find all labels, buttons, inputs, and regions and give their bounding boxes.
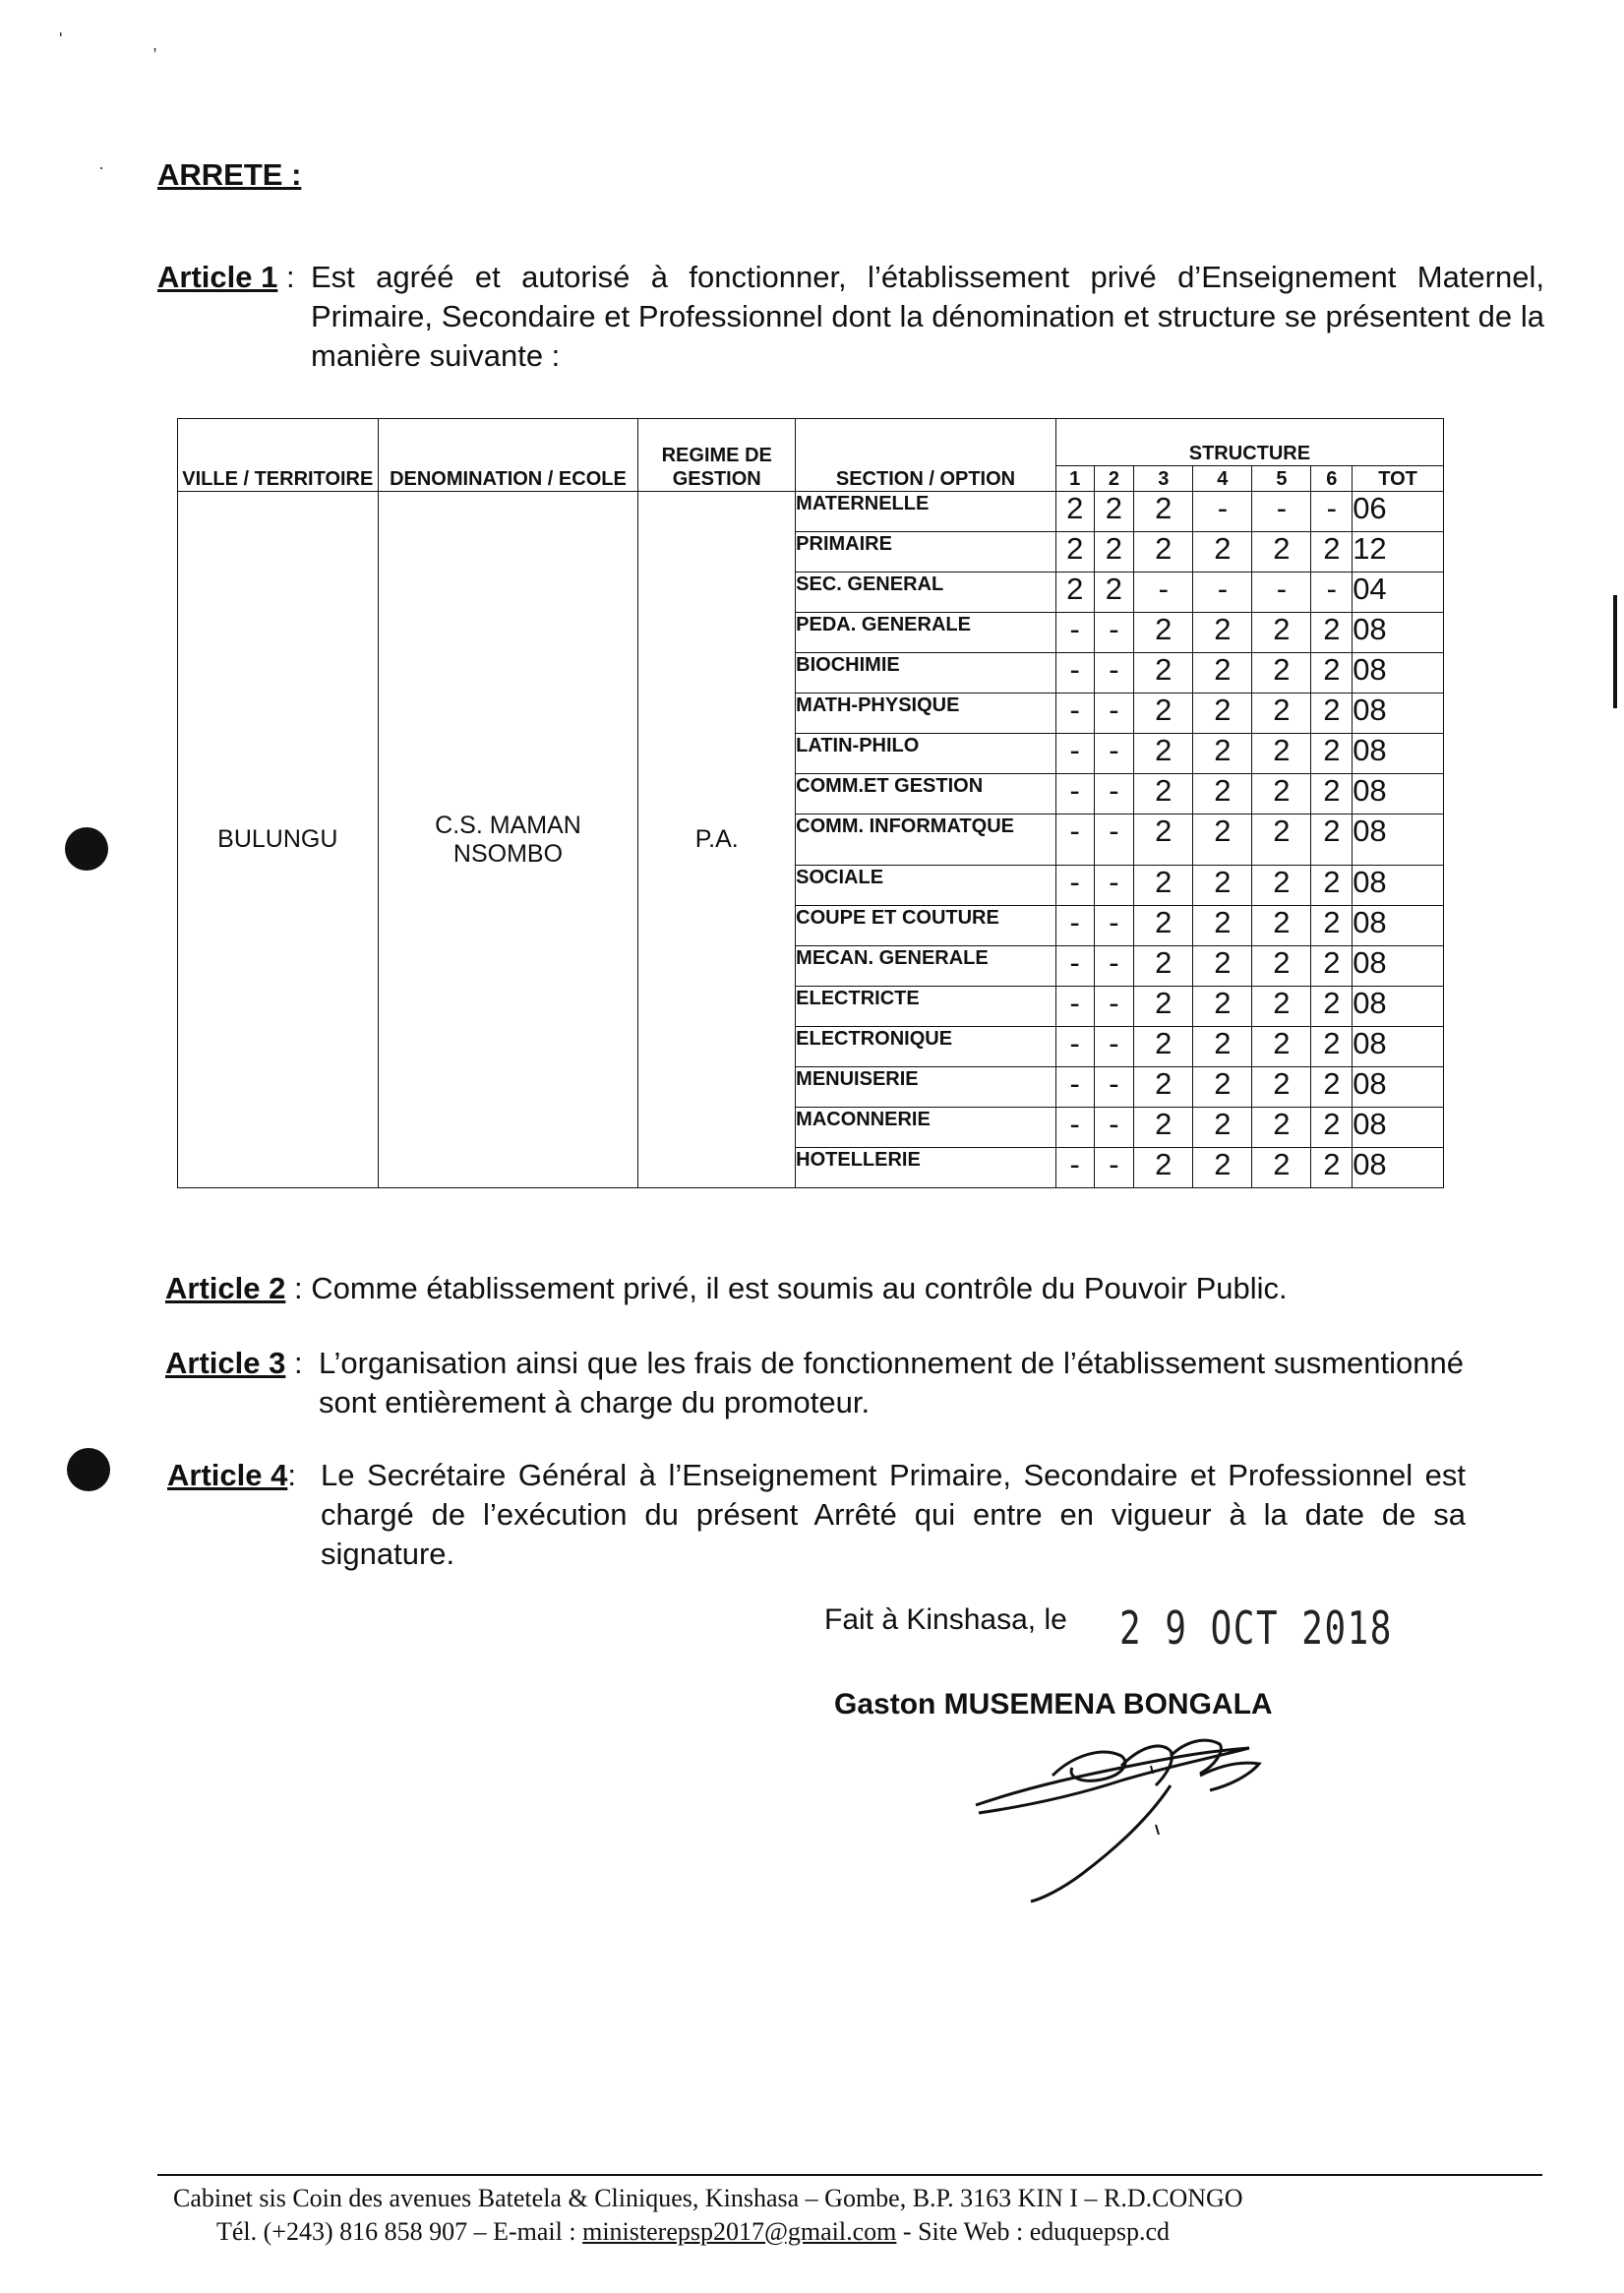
footer-contact [216, 2217, 1170, 2247]
total-cell: 08 [1353, 774, 1444, 815]
year-cell: 2 [1311, 1108, 1353, 1148]
year-cell: 2 [1193, 1027, 1252, 1067]
year-cell: 2 [1252, 613, 1311, 653]
total-cell: 08 [1353, 906, 1444, 946]
year-cell: 2 [1134, 613, 1193, 653]
total-cell: 08 [1353, 1027, 1444, 1067]
year-cell: 2 [1134, 694, 1193, 734]
scan-edge-mark [1613, 595, 1617, 708]
header-regime: REGIME DE GESTION [638, 419, 796, 492]
year-cell: 2 [1134, 492, 1193, 532]
footer-website: - Site Web : eduquepsp.cd [896, 2217, 1171, 2246]
year-cell: 2 [1193, 815, 1252, 866]
school-structure-table [177, 418, 1444, 1188]
signer-name: Gaston MUSEMENA BONGALA [834, 1688, 1273, 1720]
year-cell: 2 [1134, 1148, 1193, 1188]
year-cell: 2 [1311, 906, 1353, 946]
year-cell: - [1094, 613, 1134, 653]
total-cell: 04 [1353, 573, 1444, 613]
scan-speck: ' [59, 30, 63, 49]
year-cell: 2 [1311, 1027, 1353, 1067]
year-cell: - [1094, 906, 1134, 946]
article-4 [167, 1456, 1466, 1574]
year-cell: 2 [1311, 1067, 1353, 1108]
footer-address: Cabinet sis Coin des avenues Batetela & Cliniques, Kinshasa – Gombe, B.P. 3163 KIN I – R.D.CONGO [173, 2184, 1243, 2212]
section-option-cell: ELECTRONIQUE [796, 1027, 1056, 1067]
year-cell: - [1055, 1108, 1094, 1148]
article-label: Article 3 [165, 1346, 286, 1380]
decree-heading: ARRETE : [157, 157, 302, 192]
year-cell: 2 [1252, 1067, 1311, 1108]
year-cell: 2 [1252, 906, 1311, 946]
article-text: L’organisation ainsi que les frais de fonctionnement de l’établissement susmentionné sont entièrement à charge du promoteur. [319, 1346, 1464, 1419]
total-cell: 08 [1353, 946, 1444, 987]
section-option-cell: MATERNELLE [796, 492, 1056, 532]
year-cell: 2 [1134, 734, 1193, 774]
year-cell: - [1094, 1067, 1134, 1108]
year-cell: 2 [1055, 532, 1094, 573]
section-option-cell: MENUISERIE [796, 1067, 1056, 1108]
year-cell: 2 [1094, 492, 1134, 532]
year-cell: 2 [1252, 1027, 1311, 1067]
total-cell: 08 [1353, 1067, 1444, 1108]
total-cell: 08 [1353, 987, 1444, 1027]
year-cell: 2 [1252, 734, 1311, 774]
article-separator: : [285, 1346, 303, 1380]
total-cell: 08 [1353, 694, 1444, 734]
year-cell: 2 [1252, 694, 1311, 734]
total-cell: 08 [1353, 1148, 1444, 1188]
year-cell: 2 [1134, 1027, 1193, 1067]
year-cell: 2 [1311, 653, 1353, 694]
section-option-cell: MACONNERIE [796, 1108, 1056, 1148]
article-separator: : [277, 260, 304, 294]
article-2 [165, 1269, 1474, 1308]
year-cell: 2 [1193, 987, 1252, 1027]
year-cell: - [1094, 694, 1134, 734]
table-row [178, 492, 1444, 532]
year-cell: - [1094, 1148, 1134, 1188]
year-cell: 2 [1311, 734, 1353, 774]
year-cell: 2 [1311, 532, 1353, 573]
year-cell: - [1094, 774, 1134, 815]
year-cell: - [1134, 573, 1193, 613]
year-cell: - [1094, 815, 1134, 866]
year-cell: 2 [1311, 866, 1353, 906]
year-cell: 2 [1252, 866, 1311, 906]
section-option-cell: LATIN-PHILO [796, 734, 1056, 774]
year-cell: - [1055, 815, 1094, 866]
year-cell: 2 [1193, 906, 1252, 946]
year-cell: - [1055, 1148, 1094, 1188]
year-cell: 2 [1134, 774, 1193, 815]
section-option-cell: SOCIALE [796, 866, 1056, 906]
article-text: Est agréé et autorisé à fonctionner, l’établissement privé d’Enseignement Maternel, Primaire, Secondaire et Professionnel dont la dénomination et structure se présentent de la manière suivante : [311, 260, 1544, 373]
year-cell: 2 [1134, 866, 1193, 906]
year-cell: 2 [1055, 492, 1094, 532]
year-cell: - [1311, 492, 1353, 532]
year-cell: 2 [1193, 1067, 1252, 1108]
section-option-cell: MECAN. GENERALE [796, 946, 1056, 987]
article-3 [165, 1344, 1464, 1422]
year-cell: 2 [1134, 1067, 1193, 1108]
signing-place: Fait à Kinshasa, le [824, 1603, 1067, 1636]
section-option-cell: COMM. INFORMATQUE [796, 815, 1056, 866]
header-denomination: DENOMINATION / ECOLE [378, 419, 638, 492]
article-1 [157, 258, 1544, 376]
regime-cell: P.A. [638, 492, 796, 1188]
year-cell: - [1311, 573, 1353, 613]
year-cell: 2 [1193, 1148, 1252, 1188]
year-cell: 2 [1252, 815, 1311, 866]
year-cell: - [1193, 573, 1252, 613]
date-stamp: 2 9 OCT 2018 [1119, 1601, 1393, 1655]
footer-divider [157, 2174, 1542, 2176]
year-cell: 2 [1094, 573, 1134, 613]
year-cell: 2 [1252, 653, 1311, 694]
year-cell: 2 [1311, 987, 1353, 1027]
total-cell: 08 [1353, 866, 1444, 906]
year-cell: 2 [1193, 866, 1252, 906]
header-structure-col: TOT [1353, 466, 1444, 492]
year-cell: 2 [1193, 653, 1252, 694]
header-structure-col: 5 [1252, 466, 1311, 492]
year-cell: - [1055, 1067, 1094, 1108]
year-cell: 2 [1311, 774, 1353, 815]
punch-hole [65, 827, 108, 871]
year-cell: 2 [1193, 774, 1252, 815]
header-structure: STRUCTURE [1055, 419, 1443, 466]
article-label: Article 2 [165, 1271, 286, 1305]
year-cell: 2 [1252, 1108, 1311, 1148]
section-option-cell: HOTELLERIE [796, 1148, 1056, 1188]
footer-phone: Tél. (+243) 816 858 907 – E-mail : [216, 2217, 583, 2246]
year-cell: - [1055, 866, 1094, 906]
year-cell: - [1055, 774, 1094, 815]
year-cell: 2 [1252, 987, 1311, 1027]
section-option-cell: PEDA. GENERALE [796, 613, 1056, 653]
scan-speck: · [98, 157, 104, 177]
year-cell: 2 [1252, 946, 1311, 987]
year-cell: - [1055, 694, 1094, 734]
section-option-cell: COUPE ET COUTURE [796, 906, 1056, 946]
header-structure-col: 4 [1193, 466, 1252, 492]
year-cell: - [1055, 613, 1094, 653]
year-cell: 2 [1134, 906, 1193, 946]
year-cell: - [1055, 1027, 1094, 1067]
section-option-cell: SEC. GENERAL [796, 573, 1056, 613]
footer-email-link[interactable]: ministerepsp2017@gmail.com [582, 2217, 897, 2246]
total-cell: 12 [1353, 532, 1444, 573]
year-cell: - [1094, 653, 1134, 694]
year-cell: 2 [1311, 946, 1353, 987]
total-cell: 08 [1353, 653, 1444, 694]
year-cell: - [1094, 1108, 1134, 1148]
year-cell: - [1094, 987, 1134, 1027]
year-cell: 2 [1193, 694, 1252, 734]
school-name-cell: C.S. MAMAN NSOMBO [378, 492, 638, 1188]
article-label: Article 1 [157, 260, 278, 294]
year-cell: 2 [1134, 815, 1193, 866]
year-cell: 2 [1055, 573, 1094, 613]
article-separator: : [285, 1271, 312, 1305]
year-cell: - [1094, 734, 1134, 774]
section-option-cell: PRIMAIRE [796, 532, 1056, 573]
header-structure-col: 2 [1094, 466, 1134, 492]
handwritten-signature [974, 1736, 1289, 1923]
year-cell: 2 [1311, 815, 1353, 866]
year-cell: - [1055, 906, 1094, 946]
year-cell: - [1055, 987, 1094, 1027]
year-cell: - [1055, 653, 1094, 694]
year-cell: 2 [1193, 532, 1252, 573]
year-cell: 2 [1094, 532, 1134, 573]
header-section: SECTION / OPTION [796, 419, 1056, 492]
punch-hole [67, 1448, 110, 1491]
scan-speck: , [152, 34, 158, 54]
year-cell: 2 [1252, 774, 1311, 815]
ville-cell: BULUNGU [178, 492, 379, 1188]
year-cell: 2 [1252, 1148, 1311, 1188]
year-cell: 2 [1311, 613, 1353, 653]
year-cell: - [1094, 946, 1134, 987]
year-cell: - [1094, 866, 1134, 906]
year-cell: 2 [1134, 1108, 1193, 1148]
year-cell: - [1055, 734, 1094, 774]
year-cell: - [1193, 492, 1252, 532]
year-cell: 2 [1134, 946, 1193, 987]
header-structure-col: 1 [1055, 466, 1094, 492]
section-option-cell: MATH-PHYSIQUE [796, 694, 1056, 734]
year-cell: 2 [1193, 946, 1252, 987]
year-cell: 2 [1311, 694, 1353, 734]
year-cell: 2 [1193, 734, 1252, 774]
year-cell: - [1094, 1027, 1134, 1067]
section-option-cell: BIOCHIMIE [796, 653, 1056, 694]
total-cell: 06 [1353, 492, 1444, 532]
header-ville: VILLE / TERRITOIRE [178, 419, 379, 492]
article-text: Le Secrétaire Général à l’Enseignement Primaire, Secondaire et Professionnel est chargé de l’exécution du présent Arrêté qui entre en vigueur à la date de sa signature. [321, 1458, 1466, 1571]
total-cell: 08 [1353, 1108, 1444, 1148]
article-text: Comme établissement privé, il est soumis au contrôle du Pouvoir Public. [311, 1271, 1288, 1305]
year-cell: 2 [1311, 1148, 1353, 1188]
section-option-cell: COMM.ET GESTION [796, 774, 1056, 815]
year-cell: - [1252, 492, 1311, 532]
year-cell: 2 [1193, 1108, 1252, 1148]
year-cell: 2 [1252, 532, 1311, 573]
total-cell: 08 [1353, 613, 1444, 653]
year-cell: 2 [1134, 532, 1193, 573]
year-cell: 2 [1134, 987, 1193, 1027]
year-cell: - [1055, 946, 1094, 987]
header-structure-col: 3 [1134, 466, 1193, 492]
section-option-cell: ELECTRICTE [796, 987, 1056, 1027]
article-label: Article 4 [167, 1458, 288, 1492]
year-cell: - [1252, 573, 1311, 613]
year-cell: 2 [1134, 653, 1193, 694]
article-separator: : [287, 1458, 314, 1492]
year-cell: 2 [1193, 613, 1252, 653]
total-cell: 08 [1353, 734, 1444, 774]
total-cell: 08 [1353, 815, 1444, 866]
header-structure-col: 6 [1311, 466, 1353, 492]
